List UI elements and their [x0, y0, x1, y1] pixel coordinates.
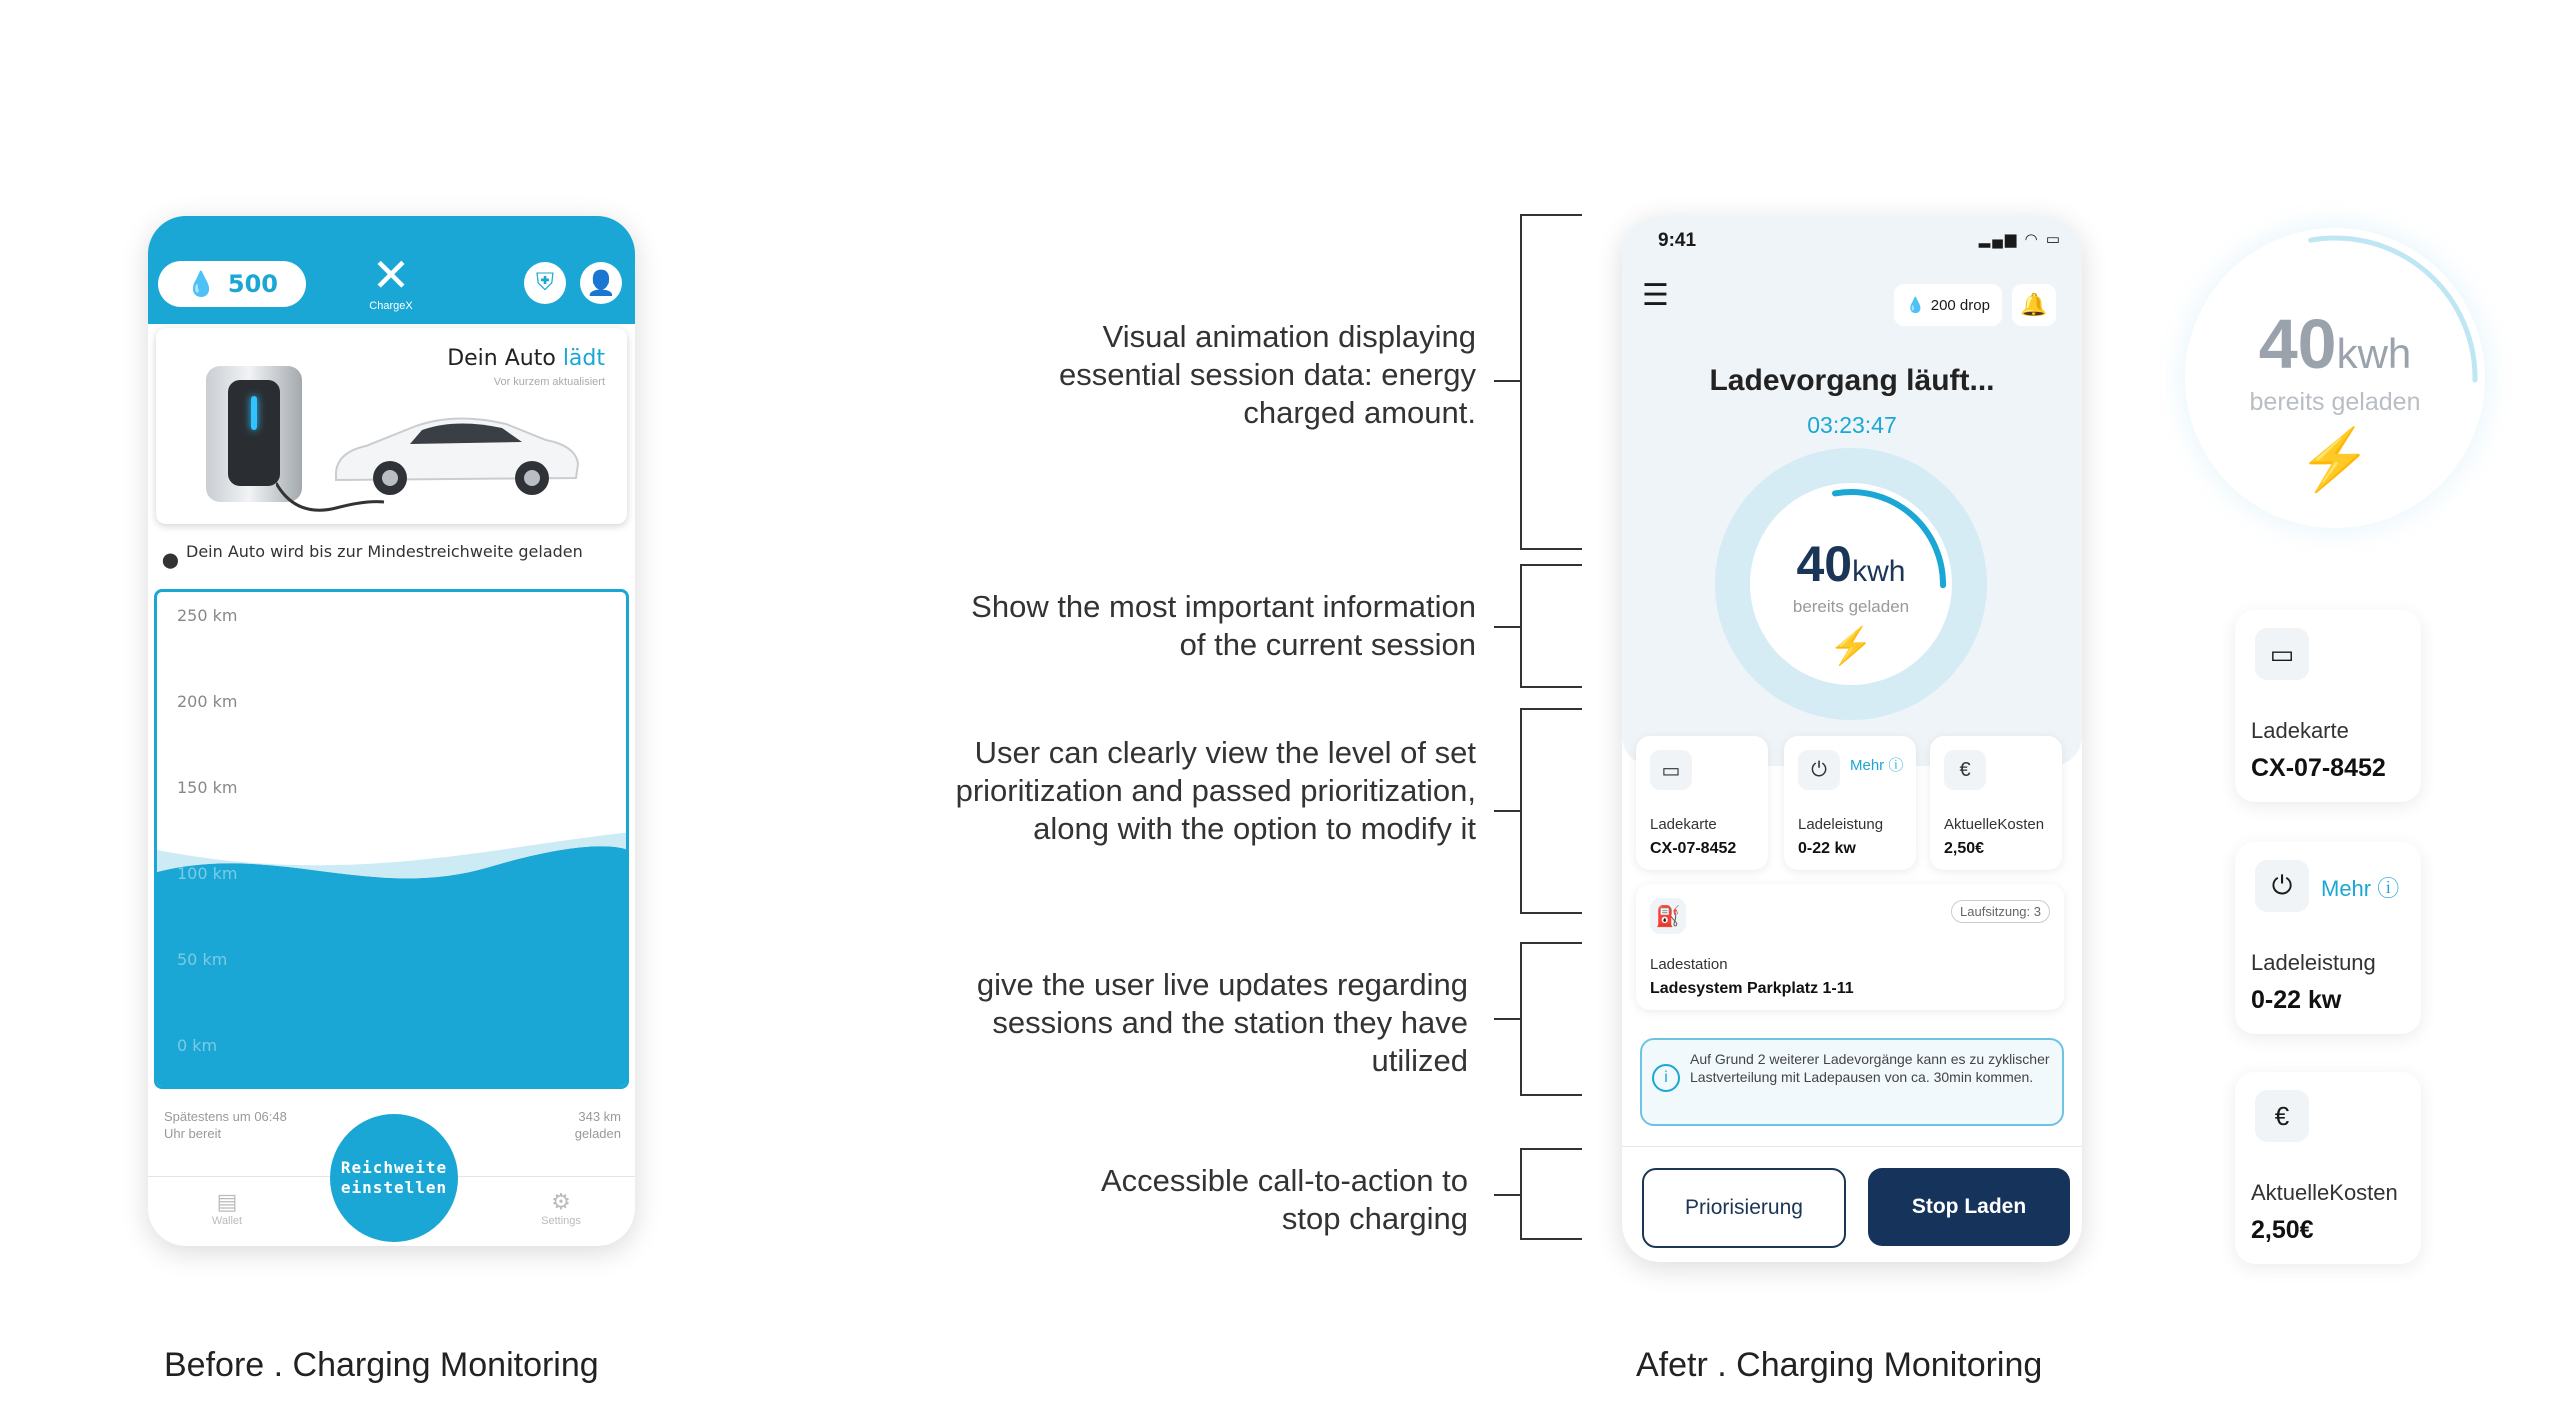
- charged-range-info: 343 km geladen: [574, 1109, 621, 1141]
- session-count-badge: Laufsitzung: 3: [1951, 900, 2050, 923]
- annotation-connector: [1494, 810, 1520, 812]
- drops-balance-pill[interactable]: [1894, 284, 2002, 326]
- annotation-session-info: Show the most important information of the current session: [971, 589, 1476, 662]
- detail-card-value: 2,50€: [2251, 1216, 2314, 1244]
- range-level-chart[interactable]: [154, 589, 629, 1089]
- energy-value: [1750, 535, 1952, 593]
- annotation-bracket: [1520, 942, 1582, 1096]
- annotation-bracket: [1520, 564, 1582, 688]
- card-icon: ▭: [2255, 628, 2309, 680]
- station-label: Ladestation: [1650, 956, 1728, 973]
- min-range-text: Dein Auto wird bis zur Mindestreichweite geladen: [186, 542, 583, 561]
- chargex-logo: [358, 250, 424, 320]
- range-fill-wave: [157, 592, 629, 1089]
- session-timer: 03:23:47: [1807, 412, 1897, 438]
- range-tick: 100 km: [177, 864, 238, 883]
- range-tick: 50 km: [177, 950, 228, 969]
- annotation-bracket: [1520, 708, 1582, 914]
- logo-glyph: ✕: [371, 248, 411, 302]
- annotation-live-updates: give the user live updates regarding sessions and the station they have utilized: [976, 967, 1468, 1078]
- drops-balance-pill[interactable]: [158, 261, 306, 307]
- energy-number: 40: [1796, 536, 1853, 592]
- drops-balance: 200 drop: [1930, 296, 1990, 314]
- energy-value-detail: [2185, 304, 2485, 384]
- annotation-prioritization: User can clearly view the level of set prioritization and passed prioritization, along with the option to modify it: [955, 735, 1476, 846]
- before-top-bar: [148, 216, 635, 324]
- after-phone: [1622, 216, 2082, 1262]
- card-value: 0-22 kw: [1798, 840, 1856, 857]
- nav-settings-label: Settings: [541, 1215, 581, 1227]
- card-label: Ladekarte: [1650, 816, 1717, 833]
- station-value: Ladesystem Parkplatz 1-11: [1650, 980, 1854, 997]
- set-range-button[interactable]: Reichweite einstellen: [330, 1114, 458, 1242]
- drop-icon: 💧: [186, 270, 216, 298]
- card-current-cost[interactable]: [1930, 736, 2062, 870]
- annotation-bracket: [1520, 214, 1582, 550]
- bell-icon[interactable]: 🔔: [2012, 284, 2056, 326]
- divider: [1622, 1146, 2082, 1147]
- drop-icon-small: ⬤: [162, 551, 179, 569]
- card-charging-card[interactable]: [1636, 736, 1768, 870]
- card-icon: ▭: [1650, 750, 1692, 790]
- detail-card-label: Ladekarte: [2251, 718, 2349, 743]
- lightning-icon: ⚡: [1828, 625, 1874, 666]
- range-tick: 250 km: [177, 606, 238, 625]
- detail-card-current-cost: [2235, 1072, 2421, 1264]
- energy-number-detail: 40: [2258, 305, 2337, 383]
- detail-card-charging-card: [2235, 610, 2421, 802]
- drop-icon: 💧: [1906, 297, 1925, 314]
- card-charging-power[interactable]: [1784, 736, 1916, 870]
- notice-text: Auf Grund 2 weiterer Ladevorgänge kann es zu zyklischer Lastverteilung mit Ladepausen von ca. 30min kommen.: [1690, 1051, 2050, 1085]
- detail-card-value: 0-22 kw: [2251, 986, 2342, 1014]
- annotation-cta: Accessible call-to-action to stop charging: [1101, 1163, 1468, 1236]
- status-icons: ▂▄▆ ◠ ▭: [1978, 231, 2062, 248]
- status-time: 9:41: [1658, 230, 1697, 251]
- nav-wallet-label: Wallet: [211, 1215, 243, 1227]
- caption-before: Before . Charging Monitoring: [164, 1346, 599, 1384]
- car-status-card: [156, 328, 627, 524]
- car-status-subtitle: Vor kurzem aktualisiert: [493, 376, 605, 388]
- session-title: Ladevorgang läuft...: [1709, 364, 1995, 397]
- stop-charging-button[interactable]: Stop Laden: [1868, 1168, 2070, 1246]
- annotation-connector: [1494, 1194, 1520, 1196]
- logo-name: ChargeX: [369, 300, 413, 312]
- annotation-bracket: [1520, 1148, 1582, 1240]
- lightning-icon: ⚡: [2297, 426, 2373, 493]
- more-info-link[interactable]: Mehr ⓘ: [1850, 757, 1904, 774]
- info-icon: i: [1652, 1064, 1680, 1092]
- more-info-link[interactable]: Mehr ⓘ: [2321, 876, 2400, 901]
- car-status-title: [447, 346, 605, 371]
- card-label: Ladeleistung: [1798, 816, 1884, 833]
- energy-label-detail: bereits geladen: [2249, 388, 2421, 416]
- detail-card-label: AktuelleKosten: [2251, 1180, 2398, 1205]
- plug-icon: ⏻: [1798, 750, 1840, 790]
- nav-wallet[interactable]: [192, 1189, 262, 1227]
- card-value: 2,50€: [1944, 840, 1985, 857]
- card-label: AktuelleKosten: [1944, 816, 2045, 833]
- gear-icon: ⚙: [551, 1189, 571, 1214]
- station-card[interactable]: [1636, 884, 2064, 1010]
- euro-icon: €: [1944, 750, 1986, 790]
- charging-cable: [276, 478, 386, 518]
- load-balancing-notice: [1640, 1038, 2064, 1126]
- car-title-prefix: Dein Auto: [447, 346, 556, 371]
- detail-card-label: Ladeleistung: [2251, 950, 2376, 975]
- energy-label: bereits geladen: [1792, 597, 1910, 616]
- hamburger-menu-icon[interactable]: ☰: [1642, 279, 1669, 312]
- energy-unit: kwh: [1852, 555, 1906, 588]
- range-tick: 200 km: [177, 692, 238, 711]
- energy-ring-inner: [1750, 483, 1952, 685]
- user-profile-icon[interactable]: 👤: [580, 262, 622, 304]
- wallet-icon: ▤: [216, 1189, 238, 1214]
- car-title-highlight: lädt: [562, 346, 605, 371]
- min-range-info: [156, 542, 626, 569]
- annotation-connector: [1494, 626, 1520, 628]
- energy-ring: [1715, 448, 1987, 720]
- range-tick: 0 km: [177, 1036, 218, 1055]
- detail-card-value: CX-07-8452: [2251, 754, 2386, 782]
- annotation-connector: [1494, 1018, 1520, 1020]
- before-phone: [148, 216, 635, 1246]
- euro-icon: €: [2255, 1090, 2309, 1142]
- range-tick: 150 km: [177, 778, 238, 797]
- prioritization-button[interactable]: Priorisierung: [1642, 1168, 1846, 1248]
- more-label: Mehr: [1850, 757, 1885, 774]
- plug-icon: ⏻: [2255, 860, 2309, 912]
- drops-count: 500: [227, 270, 278, 298]
- charging-station-icon: ⛽: [1650, 898, 1686, 934]
- more-label: Mehr: [2321, 876, 2372, 901]
- shield-settings-icon[interactable]: ⛨: [524, 262, 566, 304]
- annotation-connector: [1494, 380, 1520, 382]
- energy-ring-detail: [2185, 228, 2485, 528]
- card-value: CX-07-8452: [1650, 840, 1737, 857]
- nav-settings[interactable]: [526, 1189, 596, 1227]
- annotation-animation: Visual animation displaying essential session data: energy charged amount.: [1058, 319, 1476, 430]
- caption-after: Afetr . Charging Monitoring: [1636, 1346, 2043, 1384]
- ready-time-info: Spätestens um 06:48 Uhr bereit: [164, 1109, 287, 1141]
- energy-unit-detail: kwh: [2336, 330, 2412, 377]
- detail-card-charging-power: [2235, 842, 2421, 1034]
